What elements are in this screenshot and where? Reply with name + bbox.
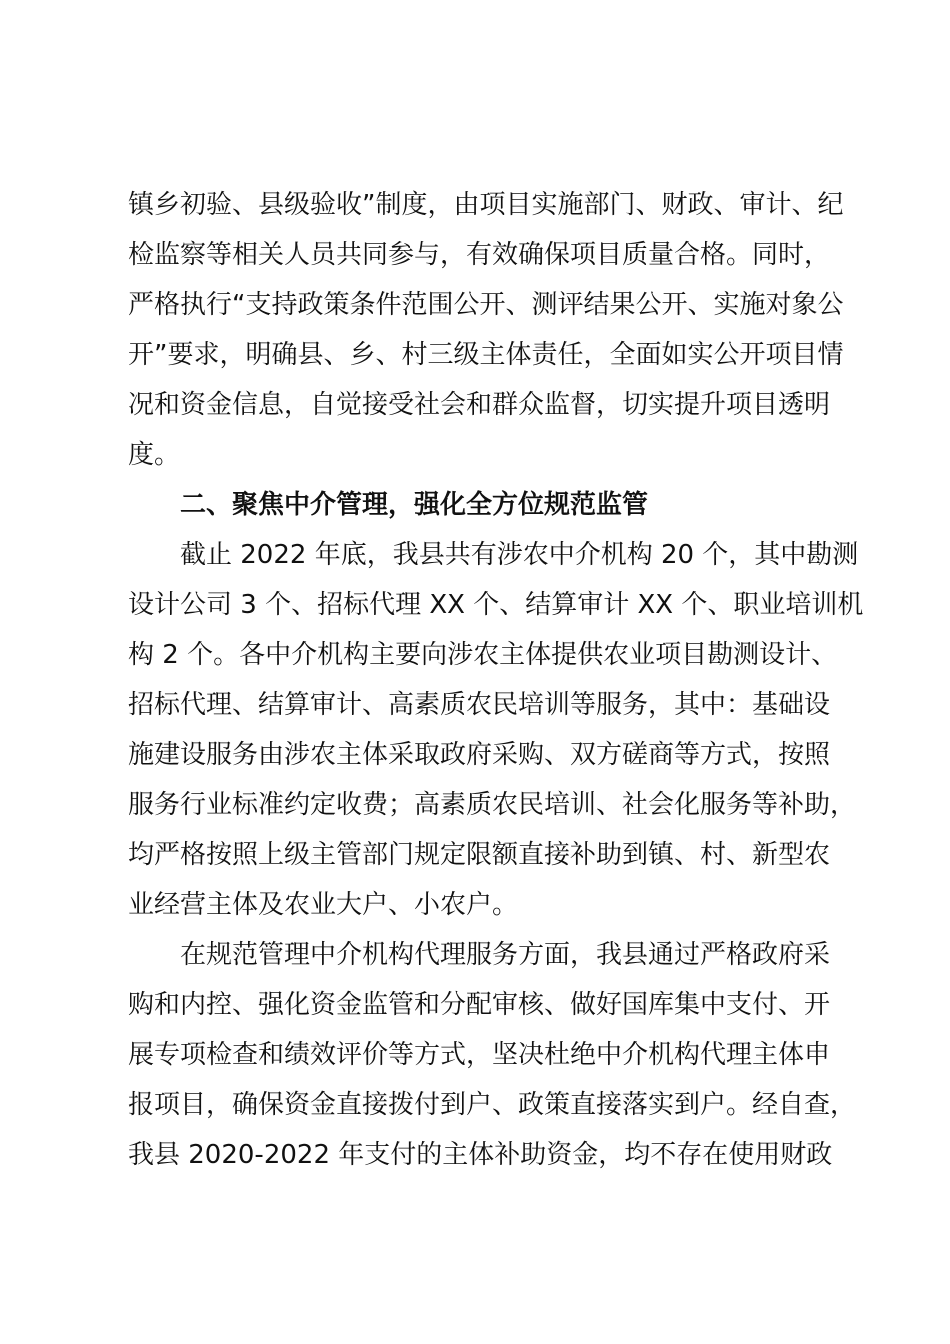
paragraph — [128, 930, 857, 1180]
document-body — [128, 180, 864, 1180]
text-line: 报项目，确保资金直接拨付到户、政策直接落实到户。经自查， — [128, 1090, 857, 1120]
text-line: 招标代理、结算审计、高素质农民培训等服务，其中：基础设 — [128, 690, 831, 720]
text-line: 构 2 个。各中介机构主要向涉农主体提供农业项目勘测设计、 — [128, 640, 838, 670]
text-line: 服务行业标准约定收费；高素质农民培训、社会化服务等补助， — [128, 790, 857, 820]
section-heading: 二、聚焦中介管理，强化全方位规范监管 — [180, 490, 649, 520]
text-line: 设计公司 3 个、招标代理 XX 个、结算审计 XX 个、职业培训机 — [128, 590, 864, 620]
text-line: 开”要求，明确县、乡、村三级主体责任，全面如实公开项目情 — [128, 340, 844, 370]
paragraph — [128, 180, 844, 480]
text-line: 度。 — [128, 440, 181, 470]
text-line: 镇乡初验、县级验收”制度，由项目实施部门、财政、审计、纪 — [128, 190, 844, 220]
text-line: 严格执行“支持政策条件范围公开、测评结果公开、实施对象公 — [128, 290, 844, 320]
paragraph — [128, 530, 864, 930]
text-line: 展专项检查和绩效评价等方式，坚决杜绝中介机构代理主体申 — [128, 1040, 831, 1070]
text-line: 购和内控、强化资金监管和分配审核、做好国库集中支付、开 — [128, 990, 831, 1020]
text-line: 检监察等相关人员共同参与，有效确保项目质量合格。同时， — [128, 240, 831, 270]
text-line: 我县 2020-2022 年支付的主体补助资金，均不存在使用财政 — [128, 1140, 833, 1170]
text-line: 在规范管理中介机构代理服务方面，我县通过严格政府采 — [180, 940, 831, 970]
text-line: 业经营主体及农业大户、小农户。 — [128, 890, 519, 920]
text-line: 况和资金信息，自觉接受社会和群众监督，切实提升项目透明 — [128, 390, 831, 420]
text-line: 施建设服务由涉农主体采取政府采购、双方磋商等方式，按照 — [128, 740, 831, 770]
text-line: 截止 2022 年底，我县共有涉农中介机构 20 个，其中勘测 — [180, 540, 859, 570]
text-line: 均严格按照上级主管部门规定限额直接补助到镇、村、新型农 — [128, 840, 831, 870]
